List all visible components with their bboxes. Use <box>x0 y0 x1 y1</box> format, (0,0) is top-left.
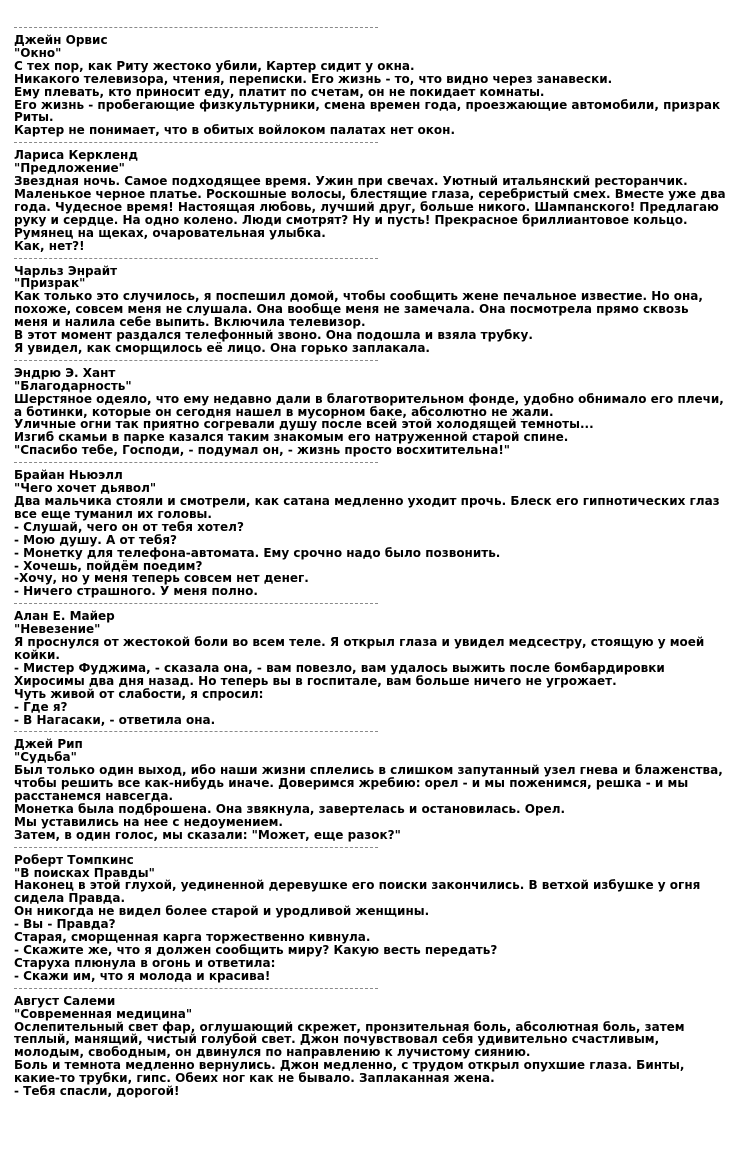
story-text-line: Его жизнь - пробегающие физкультурники, смена времен года, проезжающие автомобили, призрак Риты. <box>14 97 721 125</box>
story-text-line: Никакого телевизора, чтения, переписки. Его жизнь - то, что видно через занавески. <box>14 71 613 86</box>
story-text-line: Был только один выход, ибо наши жизни сплелись в слишком запутанный узел гнева и блаженства, чтобы решить все как-нибудь иначе. Доверимся жребию: орел - и мы поженимся, решка - и мы расстанемся навсегда. <box>14 763 723 804</box>
story-text-line: - Вы - Правда? <box>14 917 116 932</box>
story-text-line: - В Нагасаки, - ответила она. <box>14 712 216 727</box>
story-title: "Невезение" <box>14 622 101 637</box>
dashed-separator <box>14 462 378 463</box>
dashed-separator <box>14 603 378 604</box>
story-title: "Окно" <box>14 45 62 60</box>
story-text-line: - Хочешь, пойдём поедим? <box>14 558 203 573</box>
story-text-line: Маленькое черное платье. Роскошные волосы, блестящие глаза, серебристый смех. Вместе уже два года. Чудесное время! Настоящая любовь, лучший друг, больше никого. Шампанского! Предлагаю руку и сердце. На одно колено. Люди смотрят? Ну и пусть! Прекрасное бриллиантовое кольцо. <box>14 186 726 227</box>
story-text-line: - Мою душу. А от тебя? <box>14 532 177 547</box>
story-text-line: - Скажи им, что я молода и красива! <box>14 968 271 983</box>
story-text-line: Изгиб скамьи в парке казался таким знакомым его натруженной старой спине. <box>14 430 569 445</box>
story-text-line: - Ничего страшного. У меня полно. <box>14 584 258 599</box>
story <box>14 854 726 983</box>
story-text-line: Чуть живой от слабости, я спросил: <box>14 686 264 701</box>
story-text-line: Как только это случилось, я поспешил домой, чтобы сообщить жене печальное известие. Но она, похоже, совсем меня не слушала. Она вообще меня не замечала. Она посмотрела прямо сквозь меня и налила себе выпить. Включила телевизор. <box>14 289 703 330</box>
story-text-line: - Тебя спасли, дорогой! <box>14 1084 180 1099</box>
story-collection <box>14 22 726 1098</box>
story-text-line: Старуха плюнула в огонь и ответила: <box>14 955 276 970</box>
story-author: Чарльз Энрайт <box>14 263 118 278</box>
dashed-separator <box>14 731 378 732</box>
story <box>14 738 726 841</box>
story-text-line: Я проснулся от жестокой боли во всем теле. Я открыл глаза и увидел медсестру, стоящую у моей койки. <box>14 635 705 662</box>
story <box>14 469 726 598</box>
story-text-line: В этот момент раздался телефонный звоно. Она подошла и взяла трубку. <box>14 328 533 343</box>
story-text-line: Как, нет?! <box>14 238 85 253</box>
story-author: Август Салеми <box>14 993 116 1008</box>
story-author: Лариса Керкленд <box>14 148 139 163</box>
story <box>14 149 726 252</box>
story-text-line: "Спасибо тебе, Господи, - подумал он, - жизнь просто восхитительна!" <box>14 443 511 458</box>
story-author: Джей Рип <box>14 737 83 752</box>
story-text-line: - Где я? <box>14 699 68 714</box>
story-author: Брайан Ньюэлл <box>14 468 123 483</box>
story-author: Эндрю Э. Хант <box>14 365 116 380</box>
story-text-line: Наконец в этой глухой, уединенной деревушке его поиски закончились. В ветхой избушке у огня сидела Правда. <box>14 878 701 906</box>
story-title: "Современная медицина" <box>14 1006 193 1021</box>
story <box>14 995 726 1098</box>
story-text-line: - Слушай, чего он от тебя хотел? <box>14 519 244 534</box>
dashed-separator <box>14 988 378 989</box>
dashed-separator <box>14 258 378 259</box>
dashed-separator <box>14 360 378 361</box>
story <box>14 265 726 355</box>
story-text-line: Боль и темнота медленно вернулись. Джон медленно, с трудом открыл опухшие глаза. Бинты, какие-то трубки, гипс. Обеих ног как не бывало. Заплаканная жена. <box>14 1058 685 1086</box>
story-title: "Благодарность" <box>14 378 132 393</box>
story <box>14 34 726 137</box>
story-text-line: Ему плевать, кто приносит еду, платит по счетам, он не покидает комнаты. <box>14 84 545 99</box>
story-text-line: Ослепительный свет фар, оглушающий скрежет, пронзительная боль, абсолютная боль, затем теплый, манящий, чистый голубой свет. Джон почувствовал себя удивительно счастливым, молодым, свободным, он двинулся по направлению к лучистому сиянию. <box>14 1019 685 1060</box>
story-title: "Чего хочет дьявол" <box>14 481 157 496</box>
story-text-line: Монетка была подброшена. Она звякнула, завертелась и остановилась. Орел. <box>14 801 566 816</box>
dashed-separator <box>14 847 378 848</box>
story-text-line: Я увидел, как сморщилось её лицо. Она горько заплакала. <box>14 340 430 355</box>
story-title: "Судьба" <box>14 750 77 765</box>
story-text-line: Старая, сморщенная карга торжественно кивнула. <box>14 930 371 945</box>
story-text-line: Звездная ночь. Самое подходящее время. Ужин при свечах. Уютный итальянский ресторанчик. <box>14 174 688 189</box>
story-title: "В поисках Правды" <box>14 865 155 880</box>
story-author: Джейн Орвис <box>14 33 108 47</box>
story-text-line: Мы уставились на нее с недоумением. <box>14 814 283 829</box>
story-text-line: Картер не понимает, что в обитых войлоком палатах нет окон. <box>14 123 456 138</box>
story-title: "Предложение" <box>14 161 125 176</box>
dashed-separator <box>14 142 378 143</box>
story-author: Алан Е. Майер <box>14 609 115 624</box>
story-author: Роберт Томпкинс <box>14 852 134 867</box>
story-text-line: Шерстяное одеяло, что ему недавно дали в благотворительном фонде, удобно обнимало его плечи, а ботинки, которые он сегодня нашел в мусорном баке, абсолютно не жали. <box>14 391 724 419</box>
story-text-line: - Монетку для телефона-автомата. Ему срочно надо было позвонить. <box>14 545 501 560</box>
story-text-line: Уличные огни так приятно согревали душу после всей этой холодящей темноты... <box>14 417 594 432</box>
dashed-separator <box>14 27 378 28</box>
story <box>14 610 726 726</box>
story-text-line: Два мальчика стояли и смотрели, как сатана медленно уходит прочь. Блеск его гипнотических глаз все еще туманил их головы. <box>14 494 720 521</box>
story-text-line: Он никогда не видел более старой и уродливой женщины. <box>14 904 430 919</box>
story-text-line: Затем, в один голос, мы сказали: "Может, еще разок?" <box>14 827 401 842</box>
story-text-line: - Мистер Фуджима, - сказала она, - вам повезло, вам удалось выжить после бомбардировки Хиросимы два дня назад. Но теперь вы в госпитале, вам больше ничего не угрожает. <box>14 660 665 688</box>
story-text-line: -Хочу, но у меня теперь совсем нет денег. <box>14 571 309 586</box>
story-title: "Призрак" <box>14 276 86 291</box>
story-text-line: Румянец на щеках, очаровательная улыбка. <box>14 225 326 240</box>
story-text-line: С тех пор, как Риту жестоко убили, Картер сидит у окна. <box>14 58 415 73</box>
story <box>14 367 726 457</box>
story-text-line: - Скажите же, что я должен сообщить миру? Какую весть передать? <box>14 943 498 957</box>
